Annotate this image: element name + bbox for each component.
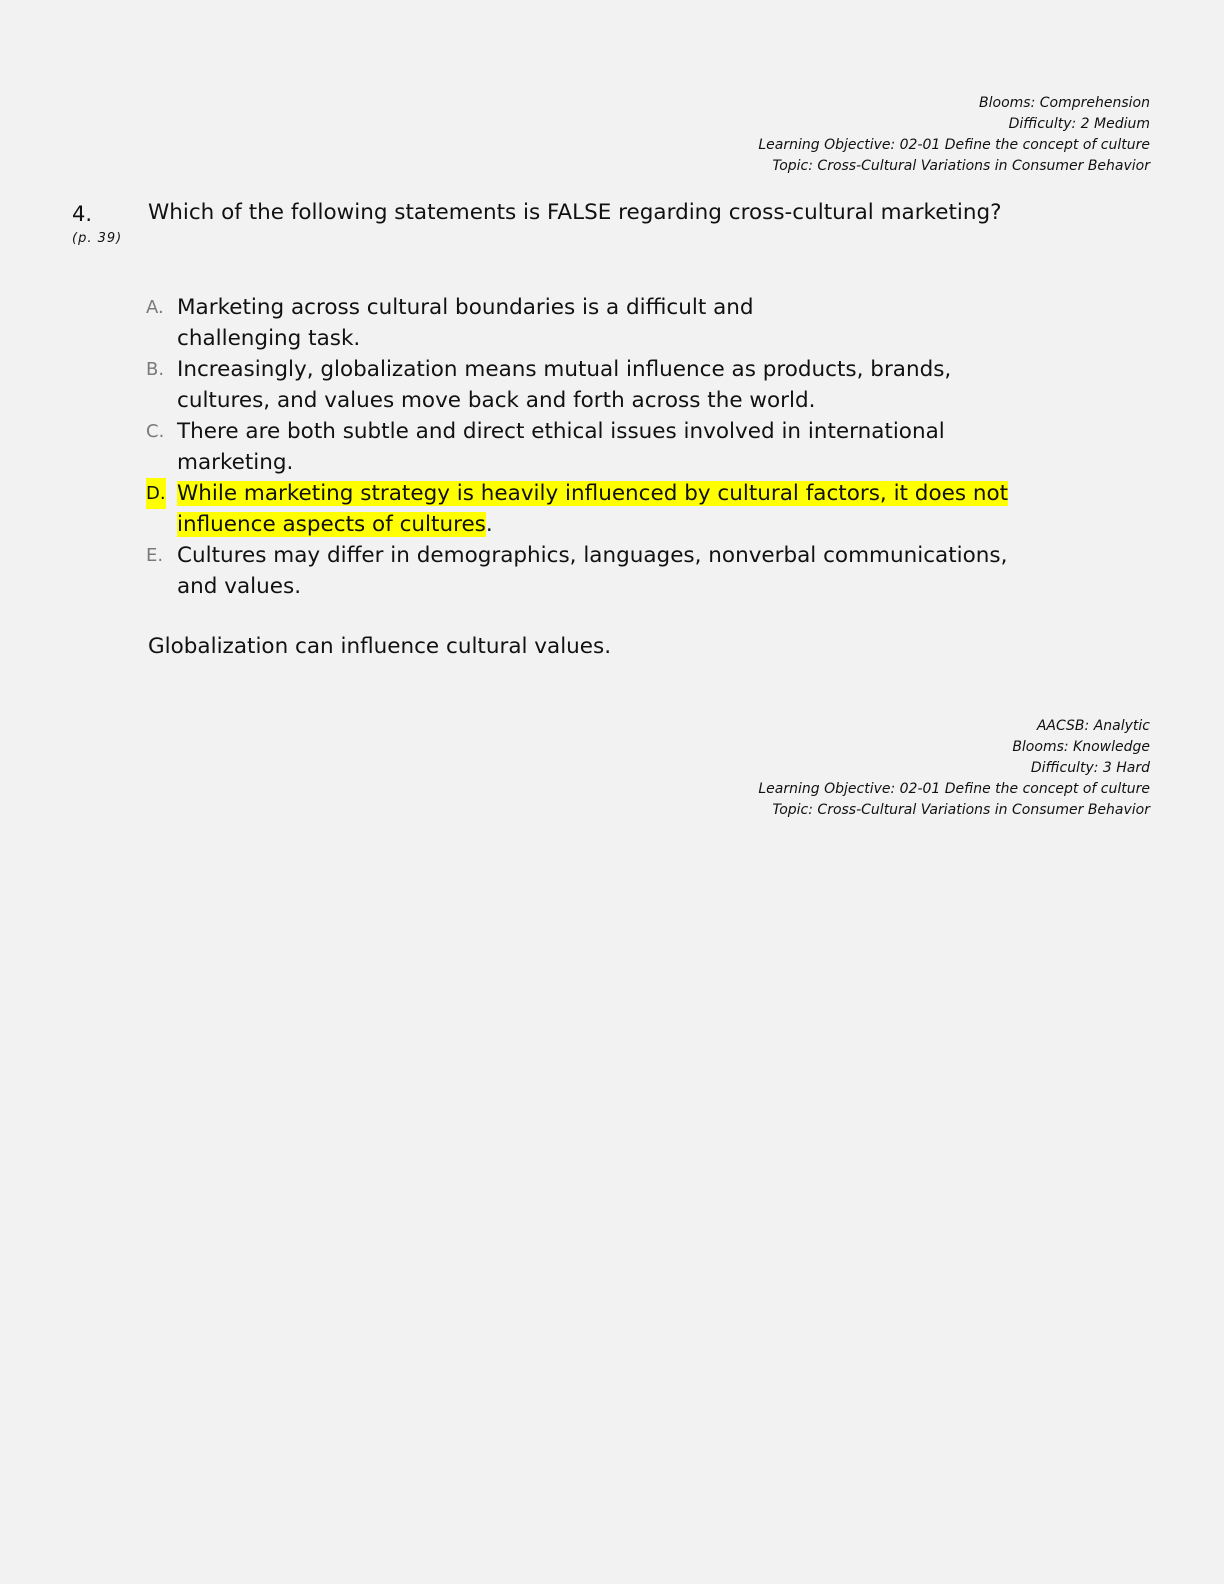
option-c bbox=[146, 416, 1106, 478]
option-text-continued: cultures, and values move back and forth across the world. bbox=[177, 388, 816, 413]
option-letter: B. bbox=[146, 359, 165, 380]
difficulty-label: Difficulty: 2 Medium bbox=[1008, 116, 1150, 132]
question-text: Which of the following statements is FALSE regarding cross-cultural marketing? bbox=[148, 200, 1002, 225]
question-metadata-bottom bbox=[758, 716, 1150, 821]
option-text-suffix: . bbox=[485, 512, 493, 537]
option-text-continued: and values. bbox=[177, 574, 302, 599]
option-d-correct-answer bbox=[146, 478, 1106, 540]
option-letter: C. bbox=[146, 421, 165, 442]
option-letter: A. bbox=[146, 297, 164, 318]
option-text: There are both subtle and direct ethical issues involved in international bbox=[177, 419, 945, 444]
option-text: Cultures may differ in demographics, languages, nonverbal communications, bbox=[177, 543, 1008, 568]
question-number: 4. bbox=[72, 202, 93, 226]
option-e bbox=[146, 540, 1106, 602]
option-text-continued: marketing. bbox=[177, 450, 294, 475]
question-metadata-top bbox=[758, 93, 1150, 177]
highlighted-option-text-continued: influence aspects of cultures bbox=[177, 512, 486, 537]
topic-label: Topic: Cross-Cultural Variations in Consumer Behavior bbox=[772, 158, 1150, 174]
option-text: Increasingly, globalization means mutual influence as products, brands, bbox=[177, 357, 952, 382]
aacsb-label: AACSB: Analytic bbox=[1036, 718, 1150, 734]
blooms-label: Blooms: Knowledge bbox=[1012, 739, 1150, 755]
answer-options-list bbox=[146, 292, 1106, 602]
difficulty-label: Difficulty: 3 Hard bbox=[1030, 760, 1150, 776]
question-page-reference: (p. 39) bbox=[72, 231, 123, 246]
option-b bbox=[146, 354, 1106, 416]
blooms-label: Blooms: Comprehension bbox=[979, 95, 1150, 111]
highlighted-option-text: While marketing strategy is heavily influenced by cultural factors, it does not bbox=[177, 481, 1009, 506]
option-text-continued: challenging task. bbox=[177, 326, 361, 351]
option-a bbox=[146, 292, 1106, 354]
option-letter: E. bbox=[146, 545, 164, 566]
learning-objective-label: Learning Objective: 02-01 Define the concept of culture bbox=[758, 137, 1150, 153]
answer-feedback: Globalization can influence cultural values. bbox=[148, 634, 612, 659]
option-text: Marketing across cultural boundaries is a difficult and bbox=[177, 295, 754, 320]
learning-objective-label: Learning Objective: 02-01 Define the concept of culture bbox=[758, 781, 1150, 797]
topic-label: Topic: Cross-Cultural Variations in Consumer Behavior bbox=[772, 802, 1150, 818]
option-letter: D. bbox=[146, 478, 166, 509]
